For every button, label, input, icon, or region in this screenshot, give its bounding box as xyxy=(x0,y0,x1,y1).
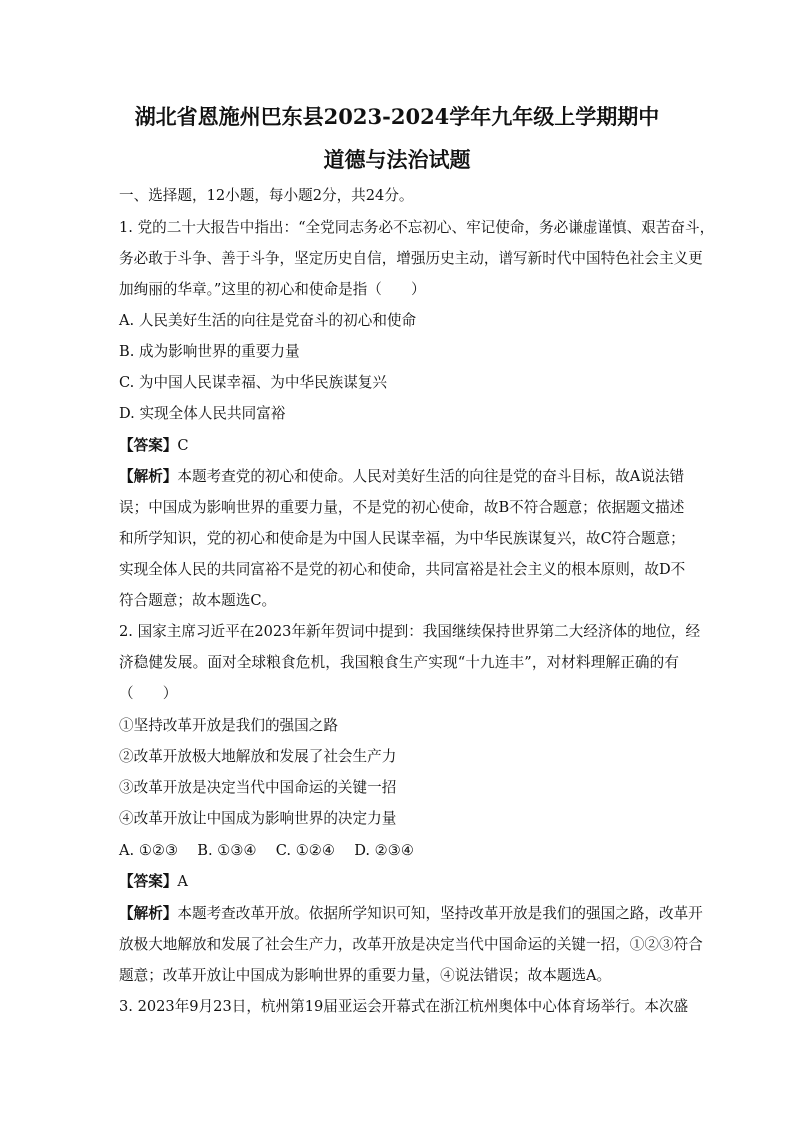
question-2-answer xyxy=(119,872,679,892)
question-2-stem-line: 2. 国家主席习近平在2023年新年贺词中提到：我国继续保持世界第二大经济体的地位，经 xyxy=(119,623,701,640)
analysis-label: 【解析】 xyxy=(119,468,178,485)
analysis-text: 本题考查党的初心和使命。人民对美好生活的向往是党的奋斗目标，故A说法错 xyxy=(177,468,685,485)
question-1-analysis-line: 误；中国成为影响世界的重要力量，不是党的初心使命，故B不符合题意；依据题文描述 xyxy=(119,499,685,516)
exam-title-line-2: 道德与法治试题 xyxy=(323,147,471,172)
analysis-label: 【解析】 xyxy=(119,905,178,922)
question-1-stem-line: 务必敢于斗争、善于斗争，坚定历史自信，增强历史主动，谱写新时代中国特色社会主义更 xyxy=(119,250,703,267)
question-2-choices: A. ①②③ B. ①③④ C. ①②④ D. ②③④ xyxy=(119,842,414,859)
question-2-statement: ②改革开放极大地解放和发展了社会生产力 xyxy=(119,748,397,765)
question-1-analysis-line xyxy=(119,467,685,487)
question-1-stem-line: 1. 党的二十大报告中指出：“全党同志务必不忘初心、牢记使命，务必谦虚谨慎、艰苦奋斗， xyxy=(119,219,715,236)
answer-label: 【答案】 xyxy=(119,437,178,454)
question-1-analysis-line: 和所学知识，党的初心和使命是为中国人民谋幸福，为中华民族谋复兴，故C符合题意； xyxy=(119,530,685,547)
question-2-analysis-line xyxy=(119,904,703,924)
question-1-stem-line: 加绚丽的华章。”这里的初心和使命是指（ ） xyxy=(119,281,426,298)
question-1-option-a: A. 人民美好生活的向往是党奋斗的初心和使命 xyxy=(119,312,417,329)
question-2-statement: ③改革开放是决定当代中国命运的关键一招 xyxy=(119,779,397,796)
question-1-option-b: B. 成为影响世界的重要力量 xyxy=(119,343,300,360)
question-1-analysis-line: 符合题意；故本题选C。 xyxy=(119,592,277,609)
question-3-stem-line: 3. 2023年9月23日，杭州第19届亚运会开幕式在浙江杭州奥体中心体育场举行。本次盛 xyxy=(119,998,689,1015)
analysis-text: 本题考查改革开放。依据所学知识可知，坚持改革开放是我们的强国之路，改革开 xyxy=(177,905,703,922)
question-1-option-c: C. 为中国人民谋幸福、为中华民族谋复兴 xyxy=(119,374,388,391)
question-2-analysis-line: 题意；改革开放让中国成为影响世界的重要力量，④说法错误；故本题选A。 xyxy=(119,967,612,984)
answer-value: C xyxy=(177,437,189,454)
question-2-analysis-line: 放极大地解放和发展了社会生产力，改革开放是决定当代中国命运的关键一招，①②③符合 xyxy=(119,936,703,953)
question-1-answer xyxy=(119,436,679,456)
question-2-statement: ④改革开放让中国成为影响世界的决定力量 xyxy=(119,810,397,827)
answer-value: A xyxy=(177,873,188,890)
question-1-option-d: D. 实现全体人民共同富裕 xyxy=(119,405,286,422)
exam-title-line-1: 湖北省恩施州巴东县2023-2024学年九年级上学期期中 xyxy=(134,104,660,129)
question-1-analysis-line: 实现全体人民的共同富裕不是党的初心和使命，共同富裕是社会主义的根本原则，故D不 xyxy=(119,561,686,578)
section-heading: 一、选择题，12小题，每小题2分，共24分。 xyxy=(119,187,414,204)
answer-label: 【答案】 xyxy=(119,873,178,890)
question-2-statement: ①坚持改革开放是我们的强国之路 xyxy=(119,717,338,734)
question-2-stem-line: （ ） xyxy=(119,685,178,702)
question-2-stem-line: 济稳健发展。面对全球粮食危机，我国粮食生产实现“十九连丰”，对材料理解正确的有 xyxy=(119,654,679,671)
